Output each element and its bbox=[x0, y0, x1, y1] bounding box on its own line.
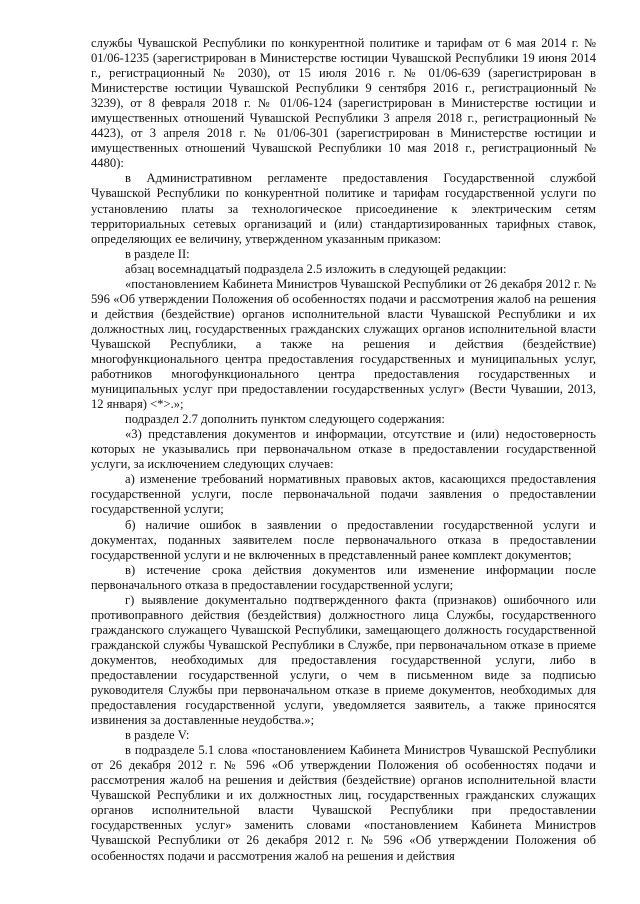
document-page bbox=[91, 36, 596, 864]
paragraph-item-a: а) изменение требований нормативных правовых актов, касающихся предоставления государственной услуги, после первоначальной подачи заявления о предоставлении государственной услуги; bbox=[91, 472, 596, 517]
paragraph-item-b: б) наличие ошибок в заявлении о предоставлении государственной услуги и документах, поданных заявителем после первоначального отказа в предоставлении государственной услуги и не включенных в представленный ранее комплект документов; bbox=[91, 517, 596, 562]
paragraph-item-g: г) выявление документально подтвержденного факта (признаков) ошибочного или противоправного действия (бездействия) должностного лица Службы, государственного гражданского служащего Чувашской Республики, замещающего должность государственной гражданской службы Чувашской Республики в Службе, при первоначальном отказе в приеме документов, необходимых для предоставления государственной услуги, либо в предоставлении государственной услуги, о чем в письменном виде за подписью руководителя Службы при первоначальном отказе в приеме документов, необходимых для предоставления государственной услуги, уведомляется заявитель, а также приносятся извинения за доставленные неудобства.»; bbox=[91, 592, 596, 728]
paragraph-item-3: «3) представления документов и информации, отсутствие и (или) недостоверность которых не указывались при первоначальном отказе в предоставлении государственной услуги, за исключением следующих случаев: bbox=[91, 427, 596, 472]
paragraph-section-ii: в разделе II: bbox=[125, 246, 190, 261]
paragraph-resolution-596: «постановлением Кабинета Министров Чувашской Республики от 26 декабря 2012 г. № 596 «Об утверждении Положения об особенностях подачи и рассмотрения жалоб на решения и действия (бездействие) органов исполнительной власти Чувашской Республики и их должностных лиц, государственных гражданских служащих органов исполнительной власти Чувашской Республики, а также на решения и действия (бездействие) многофункционального центра предоставления государственных и муниципальных услуг, работников многофункционального центра предоставления государственных и муниципальных услуг при предоставлении государственных услуг» (Вести Чувашии, 2013, 12 января) <*>.»; bbox=[91, 276, 596, 412]
paragraph-subsection-5-1: в подразделе 5.1 слова «постановлением Кабинета Министров Чувашской Республики от 26 декабря 2012 г. № 596 «Об утверждении Положения об особенностях подачи и рассмотрения жалоб на решения и действия (бездействие) органов исполнительной власти Чувашской Республики и их должностных лиц, государственных гражданских служащих органов исполнительной власти Чувашской Республики при предоставлении государственных услуг» заменить словами «постановлением Кабинета Министров Чувашской Республики от 26 декабря 2012 г. № 596 «Об утверждении Положения об особенностях подачи и рассмотрения жалоб на решения и действия bbox=[91, 743, 596, 863]
paragraph-subsection-2-7: подраздел 2.7 дополнить пунктом следующего содержания: bbox=[125, 412, 445, 427]
paragraph-admin-regulation: в Административном регламенте предоставления Государственной службой Чувашской Республики по конкурентной политике и тарифам государственной услуги по установлению платы за технологическое присоединение к электрическим сетям территориальных сетевых организаций и (или) стандартизированных тарифных ставок, определяющих ее величину, утвержденном указанным приказом: bbox=[91, 171, 596, 246]
paragraph-item-v: в) истечение срока действия документов или изменение информации после первоначального отказа в предоставлении государственной услуги; bbox=[91, 562, 596, 592]
paragraph-subsection-2-5: абзац восемнадцатый подраздела 2.5 изложить в следующей редакции: bbox=[125, 261, 507, 276]
paragraph-intro-continuation: службы Чувашской Республики по конкурентной политике и тарифам от 6 мая 2014 г. № 01/06-1235 (зарегистрирован в Министерстве юстиции Чувашской Республики 19 июня 2014 г., регистрационный № 2030), от 15 июля 2016 г. № 01/06-639 (зарегистрирован в Министерстве юстиции Чувашской Республики 9 сентября 2016 г., регистрационный № 3239), от 8 февраля 2018 г. № 01/06-124 (зарегистрирован в Министерстве юстиции и имущественных отношений Чувашской Республики 3 апреля 2018 г., регистрационный № 4423), от 3 апреля 2018 г. № 01/06-301 (зарегистрирован в Министерстве юстиции и имущественных отношений Чувашской Республики 10 мая 2018 г., регистрационный № 4480): bbox=[91, 36, 596, 171]
paragraph-section-v: в разделе V: bbox=[125, 728, 190, 743]
